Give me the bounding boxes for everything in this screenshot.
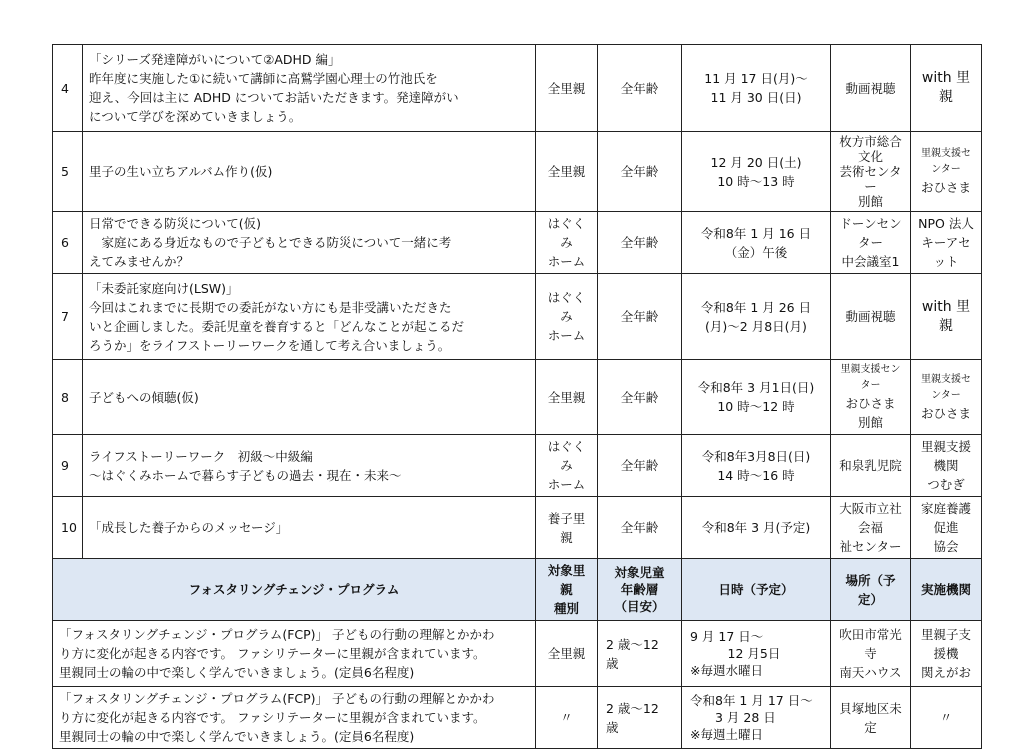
target-type: 〃 (536, 687, 598, 749)
table-row (53, 274, 982, 360)
table-row (53, 621, 982, 687)
date-cell: 12 月 20 日(土) 10 時～13 時 (682, 132, 831, 212)
age-range: 全年齢 (598, 212, 682, 274)
row-number: 4 (53, 45, 83, 132)
date-cell: 令和8年 1 月 26 日 (月)～2 月8日(月) (682, 274, 831, 360)
organizer-cell: 里親支援センター おひさま (911, 132, 982, 212)
target-type: 全里親 (536, 132, 598, 212)
row-number: 6 (53, 212, 83, 274)
fcp-description: 「フォスタリングチェンジ・プログラム(FCP)」 子どもの行動の理解とかかわ り方に変化が起きる内容です。 ファシリテーターに里親が含まれています。 里親同士の輪の中で楽しく学んでいきましょう。(定員6名程度) (53, 687, 536, 749)
date-cell: 9 月 17 日～ 12 月5日 ※毎週水曜日 (682, 621, 831, 687)
target-type: 全里親 (536, 45, 598, 132)
program-description: 里子の生い立ちアルバム作り(仮) (83, 132, 536, 212)
place-cell: 里親支援センター おひさま 別館 (831, 360, 911, 435)
program-description: 子どもへの傾聴(仮) (83, 360, 536, 435)
header-date: 日時（予定） (682, 559, 831, 621)
date-cell: 11 月 17 日(月)～ 11 月 30 日(日) (682, 45, 831, 132)
organizer-cell: with 里親 (911, 274, 982, 360)
program-description: 「未委託家庭向け(LSW)」 今回はこれまでに長期での委託がない方にも是非受講いただきた いと企画しました。委託児童を養育すると「どんなことが起こるだ ろうか」をライフストーリーワークを通して考え合いましょう。 (83, 274, 536, 360)
table-row (53, 45, 982, 132)
table-row (53, 497, 982, 559)
header-org: 実施機関 (911, 559, 982, 621)
row-number: 10 (53, 497, 83, 559)
fcp-section-title: フォスタリングチェンジ・プログラム (53, 559, 536, 621)
target-type: 養子里親 (536, 497, 598, 559)
date-cell: 令和8年3月8日(日) 14 時～16 時 (682, 435, 831, 497)
row-number: 7 (53, 274, 83, 360)
place-cell: 貝塚地区未定 (831, 687, 911, 749)
age-range: 全年齢 (598, 360, 682, 435)
fcp-description: 「フォスタリングチェンジ・プログラム(FCP)」 子どもの行動の理解とかかわ り方に変化が起きる内容です。 ファシリテーターに里親が含まれています。 里親同士の輪の中で楽しく学んでいきましょう。(定員6名程度) (53, 621, 536, 687)
header-place: 場所（予定） (831, 559, 911, 621)
age-range: 全年齢 (598, 45, 682, 132)
place-cell: 和泉乳児院 (831, 435, 911, 497)
organizer-cell: 家庭養護促進 協会 (911, 497, 982, 559)
target-type: はぐくみ ホーム (536, 274, 598, 360)
row-number: 8 (53, 360, 83, 435)
place-cell: 大阪市立社会福 祉センター (831, 497, 911, 559)
row-number: 9 (53, 435, 83, 497)
target-type: はぐくみ ホーム (536, 212, 598, 274)
table-row (53, 435, 982, 497)
place-cell: 動画視聴 (831, 45, 911, 132)
age-range: 2 歳～12 歳 (598, 687, 682, 749)
target-type: 全里親 (536, 621, 598, 687)
age-range: 全年齢 (598, 132, 682, 212)
organizer-cell: 〃 (911, 687, 982, 749)
program-description: 「シリーズ発達障がいについて②ADHD 編」 昨年度に実施した①に続いて講師に高鷲学園心理士の竹池氏を 迎え、今回は主に ADHD についてお話いただきます。発達障がい について学びを深めていきましょう。 (83, 45, 536, 132)
fcp-header-row (53, 559, 982, 621)
target-type: 全里親 (536, 360, 598, 435)
header-age: 対象児童 年齢層 （目安） (598, 559, 682, 621)
date-cell: 令和8年 3 月(予定) (682, 497, 831, 559)
age-range: 全年齢 (598, 497, 682, 559)
age-range: 全年齢 (598, 435, 682, 497)
place-cell: ドーンセンター 中会議室1 (831, 212, 911, 274)
place-cell: 吹田市常光寺 南天ハウス (831, 621, 911, 687)
organizer-cell: NPO 法人 キーアセット (911, 212, 982, 274)
program-description: ライフストーリーワーク 初級～中級編 ～はぐくみホームで暮らす子どもの過去・現在・未来～ (83, 435, 536, 497)
table-row (53, 687, 982, 749)
organizer-cell: 里親支援機関 つむぎ (911, 435, 982, 497)
date-cell: 令和8年 1 月 17 日～ 3 月 28 日 ※毎週土曜日 (682, 687, 831, 749)
age-range: 2 歳～12 歳 (598, 621, 682, 687)
program-table (52, 44, 982, 749)
program-description: 日常でできる防災について(仮) 家庭にある身近なもので子どもとできる防災について一緒に考 えてみませんか？ (83, 212, 536, 274)
place-cell: 動画視聴 (831, 274, 911, 360)
row-number: 5 (53, 132, 83, 212)
header-target: 対象里親 種別 (536, 559, 598, 621)
table-row (53, 132, 982, 212)
target-type: はぐくみ ホーム (536, 435, 598, 497)
table-row (53, 360, 982, 435)
place-cell: 枚方市総合文化 芸術センター 別館 (831, 132, 911, 212)
date-cell: 令和8年 1 月 16 日 （金）午後 (682, 212, 831, 274)
organizer-cell: with 里親 (911, 45, 982, 132)
organizer-cell: 里親支援センター おひさま (911, 360, 982, 435)
program-description: 「成長した養子からのメッセージ」 (83, 497, 536, 559)
table-row (53, 212, 982, 274)
age-range: 全年齢 (598, 274, 682, 360)
organizer-cell: 里親子支援機 関えがお (911, 621, 982, 687)
date-cell: 令和8年 3 月1日(日) 10 時～12 時 (682, 360, 831, 435)
